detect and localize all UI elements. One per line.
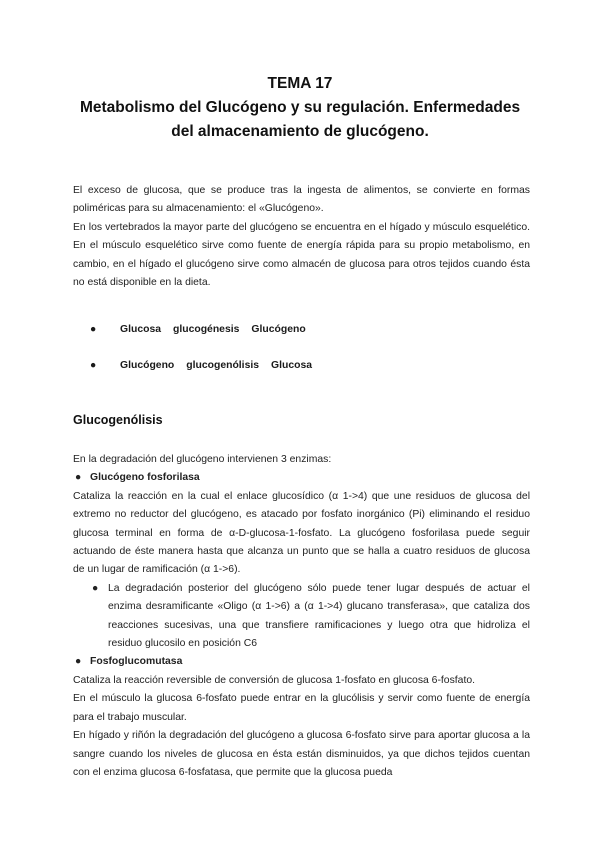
glucogenolisis-section: [73, 451, 530, 782]
enzyme-2-description: Cataliza la reacción reversible de conversión de glucosa 1-fosfato en glucosa 6-fosfato.: [73, 674, 475, 686]
muscle-paragraph: En el músculo la glucosa 6-fosfato puede entrar en la glucólisis y servir como fuente de energía para el trabajo muscular.: [73, 693, 530, 723]
pathway-bullet-1: [90, 324, 318, 335]
pathway-product: Glucosa: [271, 360, 313, 371]
liver-paragraph: En hígado y riñón la degradación del glucógeno a glucosa 6-fosfato sirve para aportar glucosa a la sangre cuando los niveles de glucosa en ésta están disminuidos, ya que dichos tejidos cuentan con el enzima glucosa 6-fosfatasa, que permite que la glucosa pueda: [73, 730, 530, 778]
topic-number: TEMA 17: [267, 75, 333, 92]
bullet-icon: ●: [75, 472, 82, 484]
title-line-2: del almacenamiento de glucógeno.: [171, 123, 429, 140]
debranching-item: [73, 580, 530, 654]
section-heading: Glucogenólisis: [73, 413, 163, 427]
enzymes-intro: En la degradación del glucógeno intervienen 3 enzimas:: [73, 454, 332, 465]
bullet-icon: ●: [75, 656, 82, 668]
enzyme-2-item: [73, 653, 530, 671]
bullet-icon: ●: [92, 582, 99, 594]
enzyme-1-name: Glucógeno fosforilasa: [90, 472, 200, 484]
pathway-product: Glucógeno: [251, 324, 306, 335]
bullet-icon: ●: [90, 324, 97, 335]
pathway-process: glucogenólisis: [186, 360, 260, 371]
enzyme-2-name: Fosfoglucomutasa: [90, 656, 183, 668]
enzyme-1-description: Cataliza la reacción en la cual el enlace glucosídico (α 1->4) que une residuos de glucosa del extremo no reductor del glucógeno, es atacado por fosfato inorgánico (Pi) eliminando el residuo glucosa terminal en forma de α-D-glucosa-1-fosfato. La glucógeno fosforilasa puede seguir actuando de éste manera hasta que alcanza un punto que se halla a cuatro residuos de glucosa de un lugar de ramificación (α 1->6).: [73, 490, 530, 576]
bullet-icon: ●: [90, 360, 97, 371]
intro-paragraph-1: El exceso de glucosa, que se produce tras la ingesta de alimentos, se convierte en formas poliméricas para su almacenamiento: el «Glucógeno».: [73, 185, 530, 215]
title-line-1: Metabolismo del Glucógeno y su regulación. Enfermedades: [79, 99, 521, 116]
debranching-text: La degradación posterior del glucógeno sólo puede tener lugar después de actuar el enzima desramificante «Oligo (α 1->6) a (α 1->4) glucano transferasa», que cataliza dos reacciones sucesivas, una que transfiere ramificaciones y luego otra que hidroliza el residuo glucosilo en posición C6: [108, 582, 530, 650]
pathway-process: glucogénesis: [173, 324, 240, 335]
pathway-substrate: Glucógeno: [120, 360, 175, 371]
pathway-substrate: Glucosa: [120, 324, 161, 335]
title-block: [0, 72, 600, 144]
intro-section: [73, 182, 530, 292]
enzyme-1-item: [73, 469, 530, 487]
pathway-bullet-2: [90, 360, 324, 371]
intro-paragraph-2: En los vertebrados la mayor parte del glucógeno se encuentra en el hígado y músculo esquelético. En el músculo esquelético sirve como fuente de energía rápida para su propio metabolismo, en cambio, en el hígado el glucógeno sirve como almacén de glucosa para otros tejidos cuando ésta no está disponible en la dieta.: [73, 221, 530, 289]
